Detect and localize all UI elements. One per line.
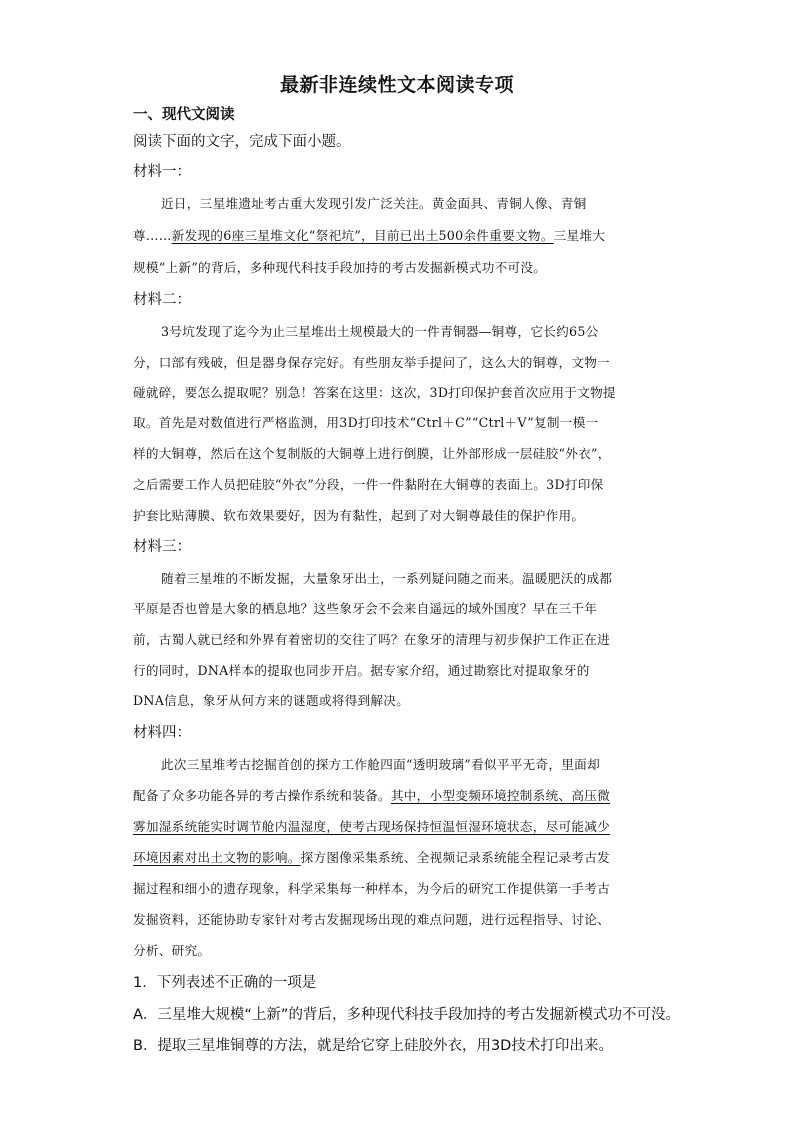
question1-option-a: A．三星堆大规模“上新”的背后，多种现代科技手段加持的考古发掘新模式功不可没。 <box>133 1007 680 1023</box>
material1-underlined-text: 新发现的6座三星堆文化“祭祀坑”，目前已出土500余件重要文物。 <box>171 228 554 243</box>
material1-line: 规模“上新”的背后，多种现代科技手段加持的考古发掘新模式功不可没。 <box>133 260 547 275</box>
material3-line: DNA信息，象牙从何方来的谜题或将得到解决。 <box>133 693 410 708</box>
material1-label: 材料一： <box>133 164 191 180</box>
material4-underlined-text: 环境因素对出土文物的影响。 <box>133 850 301 865</box>
material4-text: 探方图像采集系统、全视频记录系统能全程记录考古发 <box>300 850 611 865</box>
material3-line: 前，古蜀人就已经和外界有着密切的交往了吗？在象牙的清理与初步保护工作正在进 <box>133 632 611 647</box>
material3-label: 材料三： <box>133 539 191 555</box>
material2-line: 护套比贴薄膜、软布效果要好，因为有黏性，起到了对大铜尊最佳的保护作用。 <box>133 508 585 523</box>
material4-underlined-text: 其中，小型变频环境控制系统、高压微 <box>390 788 611 803</box>
question1-option-b: B．提取三星堆铜尊的方法，就是给它穿上硅胶外衣，用3D技术打印出来。 <box>133 1038 613 1054</box>
material1-text: 三星堆大 <box>553 228 606 243</box>
material1-line: 近日，三星堆遗址考古重大发现引发广泛关注。黄金面具、青铜人像、青铜 <box>161 196 587 211</box>
material4-text: 配备了众多功能各异的考古操作系统和装备。 <box>133 788 391 803</box>
instruction-text: 阅读下面的文字，完成下面小题。 <box>133 134 351 150</box>
material4-line: 此次三星堆考古挖掘首创的探方工作舱四面“透明玻璃”看似平平无奇，里面却 <box>161 757 600 772</box>
material4-line: 发掘资料，还能协助专家针对考古发掘现场出现的难点问题，进行远程指导、讨论、 <box>133 912 611 927</box>
material2-line: 取。首先是对数值进行严格监测，用3D打印技术“Ctrl＋C”“Ctrl＋V”复制一模一 <box>133 415 599 430</box>
material2-line: 之后需要工作人员把硅胶“外衣”分段，一件一件黏附在大铜尊的表面上。3D打印保 <box>133 477 604 492</box>
material1-line <box>133 225 605 244</box>
material2-line: 3号坑发现了迄今为止三星堆出土规模最大的一件青铜器—铜尊，它长约65公 <box>161 324 599 339</box>
page-title: 最新非连续性文本阅读专项 <box>279 74 514 96</box>
material3-line: 随着三星堆的不断发掘，大量象牙出土，一系列疑问随之而来。温暖肥沃的成都 <box>161 571 613 586</box>
material2-label: 材料二： <box>133 292 191 308</box>
material4-line <box>133 847 610 866</box>
material4-underlined-line: 雾加湿系统能实时调节舱内温湿度，使考古现场保持恒温恒湿环境状态，尽可能减少 <box>133 819 611 834</box>
material1-text: 尊…… <box>133 228 172 243</box>
material2-line: 样的大铜尊，然后在这个复制版的大铜尊上进行倒膜，让外部形成一层硅胶“外衣”， <box>133 446 611 461</box>
material4-line: 分析、研究。 <box>133 943 211 958</box>
question1-stem: 1．下列表述不正确的一项是 <box>133 975 317 991</box>
section-heading: 一、现代文阅读 <box>133 107 235 123</box>
material2-line: 碰就碎，要怎么提取呢？别急！答案在这里：这次，3D打印保护套首次应用于文物提 <box>133 385 616 400</box>
material4-label: 材料四： <box>133 725 191 741</box>
material4-line: 掘过程和细小的遗存现象，科学采集每一种样本，为今后的研究工作提供第一手考古 <box>133 881 611 896</box>
material4-line <box>133 785 610 804</box>
material3-line: 行的同时，DNA样本的提取也同步开启。据专家介绍，通过勘察比对提取象牙的 <box>133 663 590 678</box>
material3-line: 平原是否也曾是大象的栖息地？这些象牙会不会来自遥远的域外国度？早在三千年 <box>133 601 598 616</box>
material2-line: 分，口部有残破，但是器身保存完好。有些朋友举手提问了，这么大的铜尊，文物一 <box>133 355 611 370</box>
